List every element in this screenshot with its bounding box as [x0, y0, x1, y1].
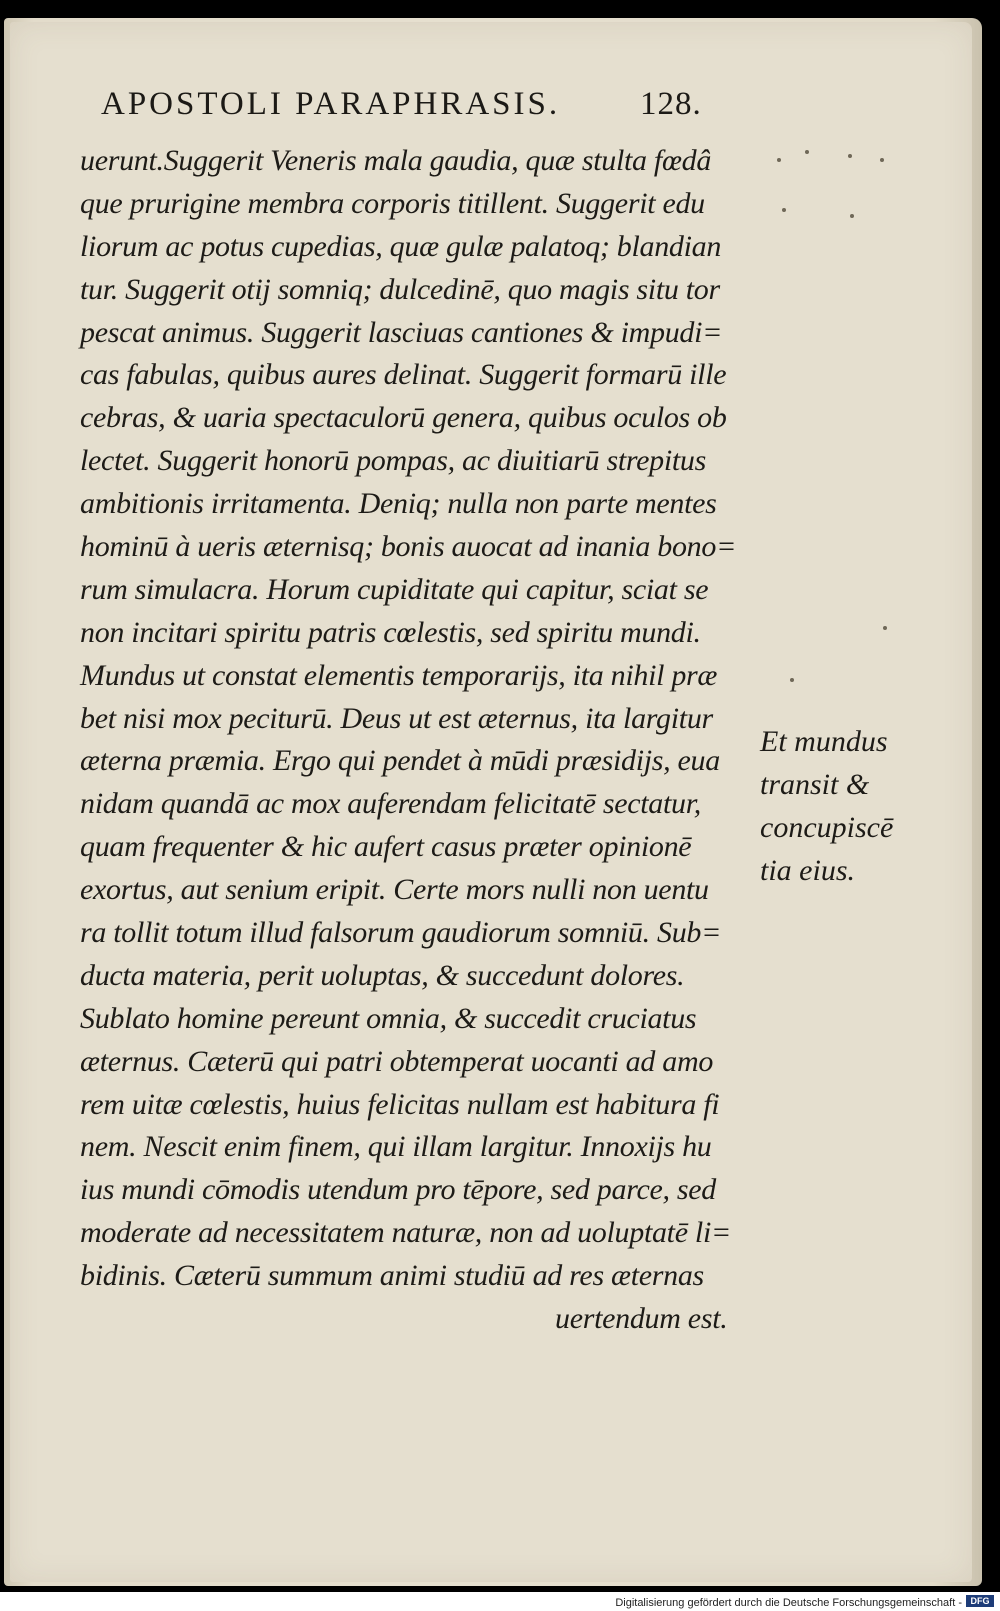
- text-line: Sublato homine pereunt omnia, & succedit cruciatus: [80, 1001, 697, 1035]
- text-line: ducta materia, perit uoluptas, & succedunt dolores.: [80, 958, 685, 992]
- text-line: pescat animus. Suggerit lasciuas cantiones & impudi=: [80, 315, 723, 349]
- text-line: tur. Suggerit otij somniq; dulcedinē, quo magis situ tor: [80, 272, 720, 306]
- text-line: bidinis. Cæterū summum animi studiū ad res æternas: [80, 1259, 704, 1293]
- text-line: nem. Nescit enim finem, qui illam largitur. Innoxijs hu: [80, 1130, 712, 1164]
- text-line: rem uitæ cœlestis, huius felicitas nullam est habitura fi: [80, 1087, 720, 1121]
- text-line: que prurigine membra corporis titillent. Suggerit edu: [80, 186, 705, 220]
- text-line: moderate ad necessitatem naturæ, non ad uoluptatē li=: [80, 1216, 731, 1250]
- text-line-final: uertendum est.: [555, 1302, 728, 1336]
- text-line: rum simulacra. Horum cupiditate qui capitur, sciat se: [80, 572, 709, 606]
- body-text: [80, 140, 770, 1341]
- text-line: bet nisi mox peciturū. Deus ut est æternus, ita largitur: [80, 701, 713, 735]
- text-line: æterna præmia. Ergo qui pendet à mūdi præsidijs, eua: [80, 744, 720, 778]
- text-line: cebras, & uaria spectaculorū genera, quibus oculos ob: [80, 401, 727, 435]
- text-line: cas fabulas, quibus aures delinat. Suggerit formarū ille: [80, 358, 727, 392]
- margin-note-line: Et mundus: [760, 725, 888, 758]
- ink-speck: [883, 626, 887, 630]
- text-line: liorum ac potus cupedias, quæ gulæ palatoq; blandian: [80, 229, 722, 263]
- margin-note: [760, 720, 893, 892]
- ink-speck: [782, 208, 786, 212]
- ink-speck: [777, 158, 781, 162]
- ink-speck: [805, 150, 809, 154]
- margin-note-line: tia eius.: [760, 854, 855, 887]
- page-number: 128.: [640, 86, 702, 122]
- text-line: uerunt.Suggerit Veneris mala gaudia, quæ stulta fœdâ: [80, 144, 712, 177]
- text-line: ius mundi cōmodis utendum pro tēpore, sed parce, sed: [80, 1173, 716, 1207]
- text-line: hominū à ueris æternisq; bonis auocat ad inania bono=: [80, 530, 737, 564]
- text-line: ra tollit totum illud falsorum gaudiorum somniū. Sub=: [80, 916, 722, 950]
- margin-note-line: transit &: [760, 768, 870, 801]
- dfg-logo: DFG: [966, 1595, 994, 1607]
- ink-speck: [850, 214, 854, 218]
- running-head: APOSTOLI PARAPHRASIS.: [101, 86, 561, 122]
- digitization-credit: Digitalisierung gefördert durch die Deutsche Forschungsgemeinschaft -: [615, 1597, 962, 1609]
- text-line: non incitari spiritu patris cœlestis, sed spiritu mundi.: [80, 615, 701, 649]
- text-line: nidam quandā ac mox auferendam felicitatē sectatur,: [80, 787, 701, 821]
- ink-speck: [880, 158, 884, 162]
- text-line: æternus. Cæterū qui patri obtemperat uocanti ad amo: [80, 1044, 714, 1078]
- margin-note-line: concupiscē: [760, 811, 894, 844]
- text-line: quam frequenter & hic aufert casus præter opinionē: [80, 830, 692, 864]
- text-line: ambitionis irritamenta. Deniq; nulla non parte mentes: [80, 487, 717, 521]
- ink-speck: [790, 678, 794, 682]
- text-line: Mundus ut constat elementis temporarijs, ita nihil præ: [80, 658, 718, 692]
- text-line: exortus, aut senium eripit. Certe mors nulli non uentu: [80, 873, 709, 907]
- text-line: lectet. Suggerit honorū pompas, ac diuitiarū strepitus: [80, 444, 706, 478]
- ink-speck: [848, 154, 852, 158]
